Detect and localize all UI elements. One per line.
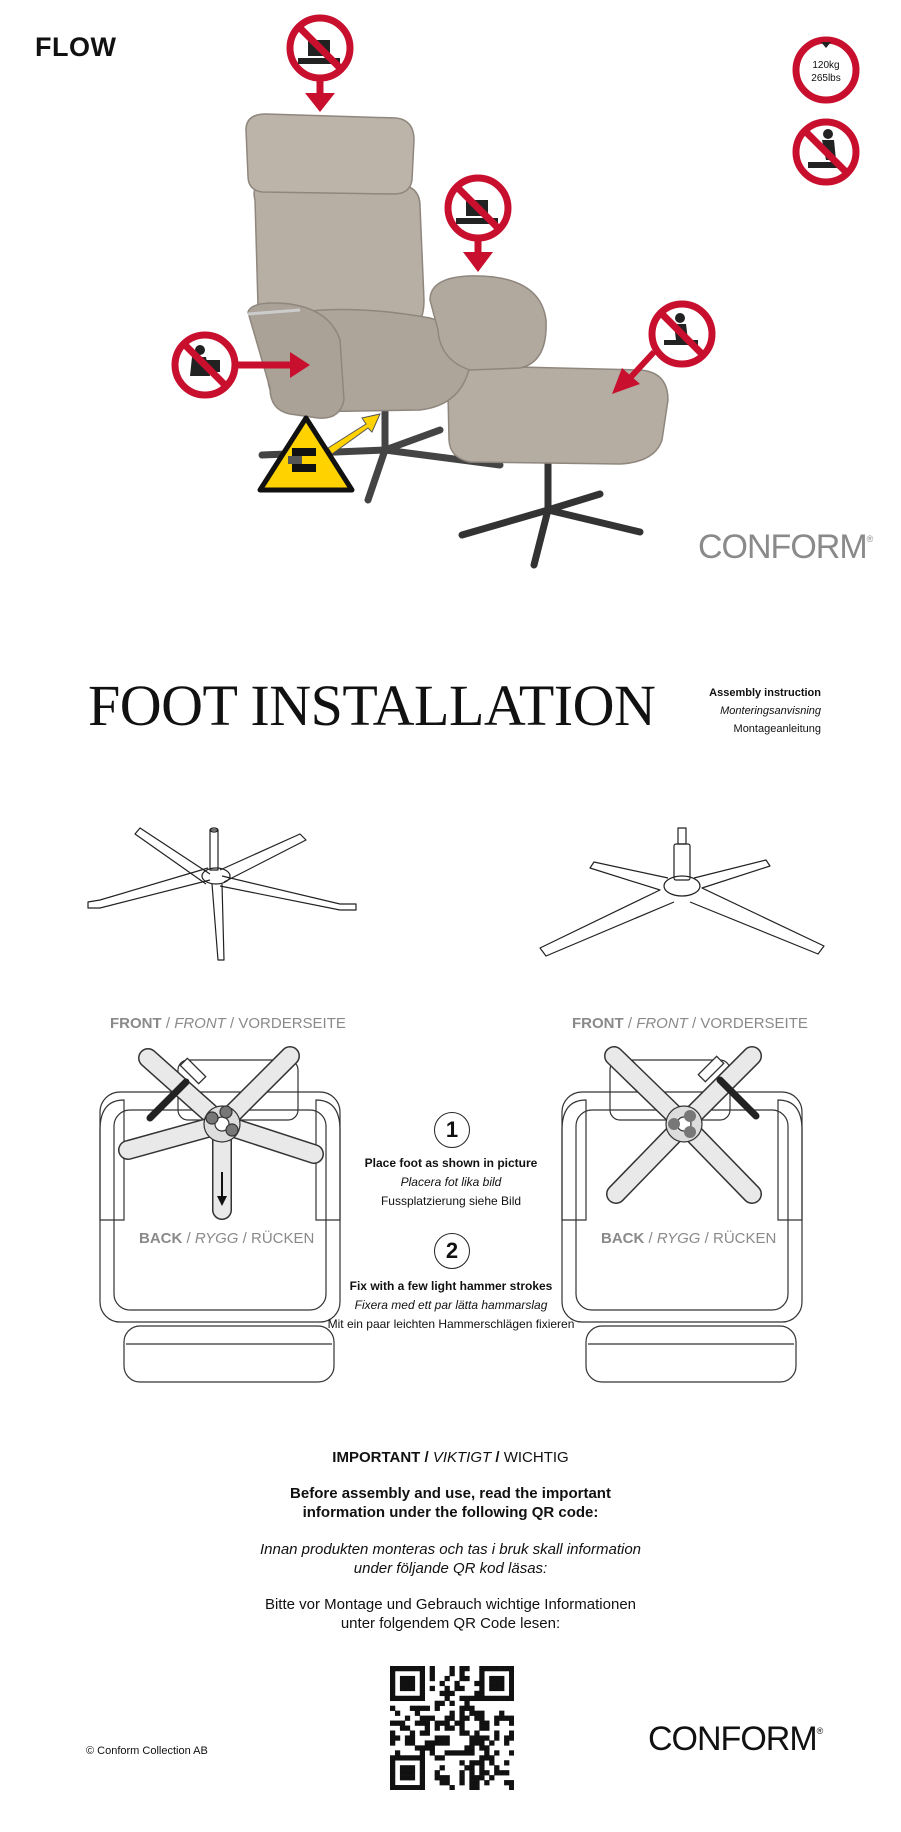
step-2-en: Fix with a few light hammer strokes — [349, 1279, 553, 1293]
chair-photo — [0, 0, 901, 600]
model-name: FLOW — [35, 32, 117, 62]
step-2-number: 2 — [434, 1233, 470, 1269]
step-2-de: Mit ein paar leichten Hammerschlägen fixieren — [327, 1317, 575, 1331]
front-label-left: FRONT / FRONT / VORDERSEITE — [110, 1015, 346, 1032]
base-illustrations — [0, 810, 901, 980]
no-standing-on-chair-icon — [796, 122, 856, 182]
qr-code[interactable] — [390, 1666, 514, 1790]
copyright: © Conform Collection AB — [86, 1745, 208, 1757]
weight-limit-kg: 120kg — [812, 60, 840, 71]
no-lifting-by-armrest-icon — [175, 335, 235, 395]
front-label-right: FRONT / FRONT / VORDERSEITE — [572, 1015, 808, 1032]
five-star-base-drawing — [88, 828, 356, 960]
step-1-number: 1 — [434, 1112, 470, 1148]
footstool-base — [462, 460, 640, 565]
chair-headrest — [246, 114, 414, 194]
step-2-text — [320, 1277, 582, 1334]
brand-logo-top: CONFORM® — [698, 528, 873, 566]
no-load-on-headrest-icon — [290, 18, 350, 78]
back-label-right: BACK / RYGG / RÜCKEN — [601, 1230, 777, 1247]
step-1-en: Place foot as shown in picture — [364, 1156, 538, 1170]
brand-logo-bottom: CONFORM® — [648, 1720, 823, 1758]
step-1-sv: Placera fot lika bild — [400, 1175, 502, 1189]
four-star-foot-top-view — [614, 1056, 752, 1194]
assembly-instruction-labels — [709, 684, 821, 738]
weight-limit-lbs: 265lbs — [811, 73, 841, 84]
back-label-left: BACK / RYGG / RÜCKEN — [139, 1230, 315, 1247]
top-view-diagrams — [0, 1040, 901, 1390]
step-2-sv: Fixera med ett par lätta hammarslag — [354, 1298, 548, 1312]
four-star-base-drawing — [540, 828, 824, 956]
important-text-de: Bitte vor Montage und Gebrauch wichtige Informationen unter folgendem QR Code lesen: — [264, 1596, 637, 1632]
no-load-on-armrest-icon — [448, 178, 508, 238]
assembly-label-sv: Monteringsanvisning — [720, 705, 821, 717]
chair-armrest-right — [430, 276, 546, 370]
no-sitting-on-footstool-icon — [652, 304, 712, 364]
important-text-en: Before assembly and use, read the important information under the following QR code: — [290, 1485, 611, 1521]
important-text-sv: Innan produkten monteras och tas i bruk skall information under följande QR kod läsas: — [259, 1541, 642, 1577]
assembly-label-de: Montageanleitung — [733, 723, 821, 735]
important-heading: IMPORTANT / VIKTIGT / WICHTIG — [332, 1449, 569, 1466]
step-1-text — [320, 1154, 582, 1211]
assembly-label-en: Assembly instruction — [709, 687, 821, 699]
step-1-de: Fussplatzierung siehe Bild — [380, 1194, 522, 1208]
page-title: FOOT INSTALLATION — [88, 673, 656, 738]
